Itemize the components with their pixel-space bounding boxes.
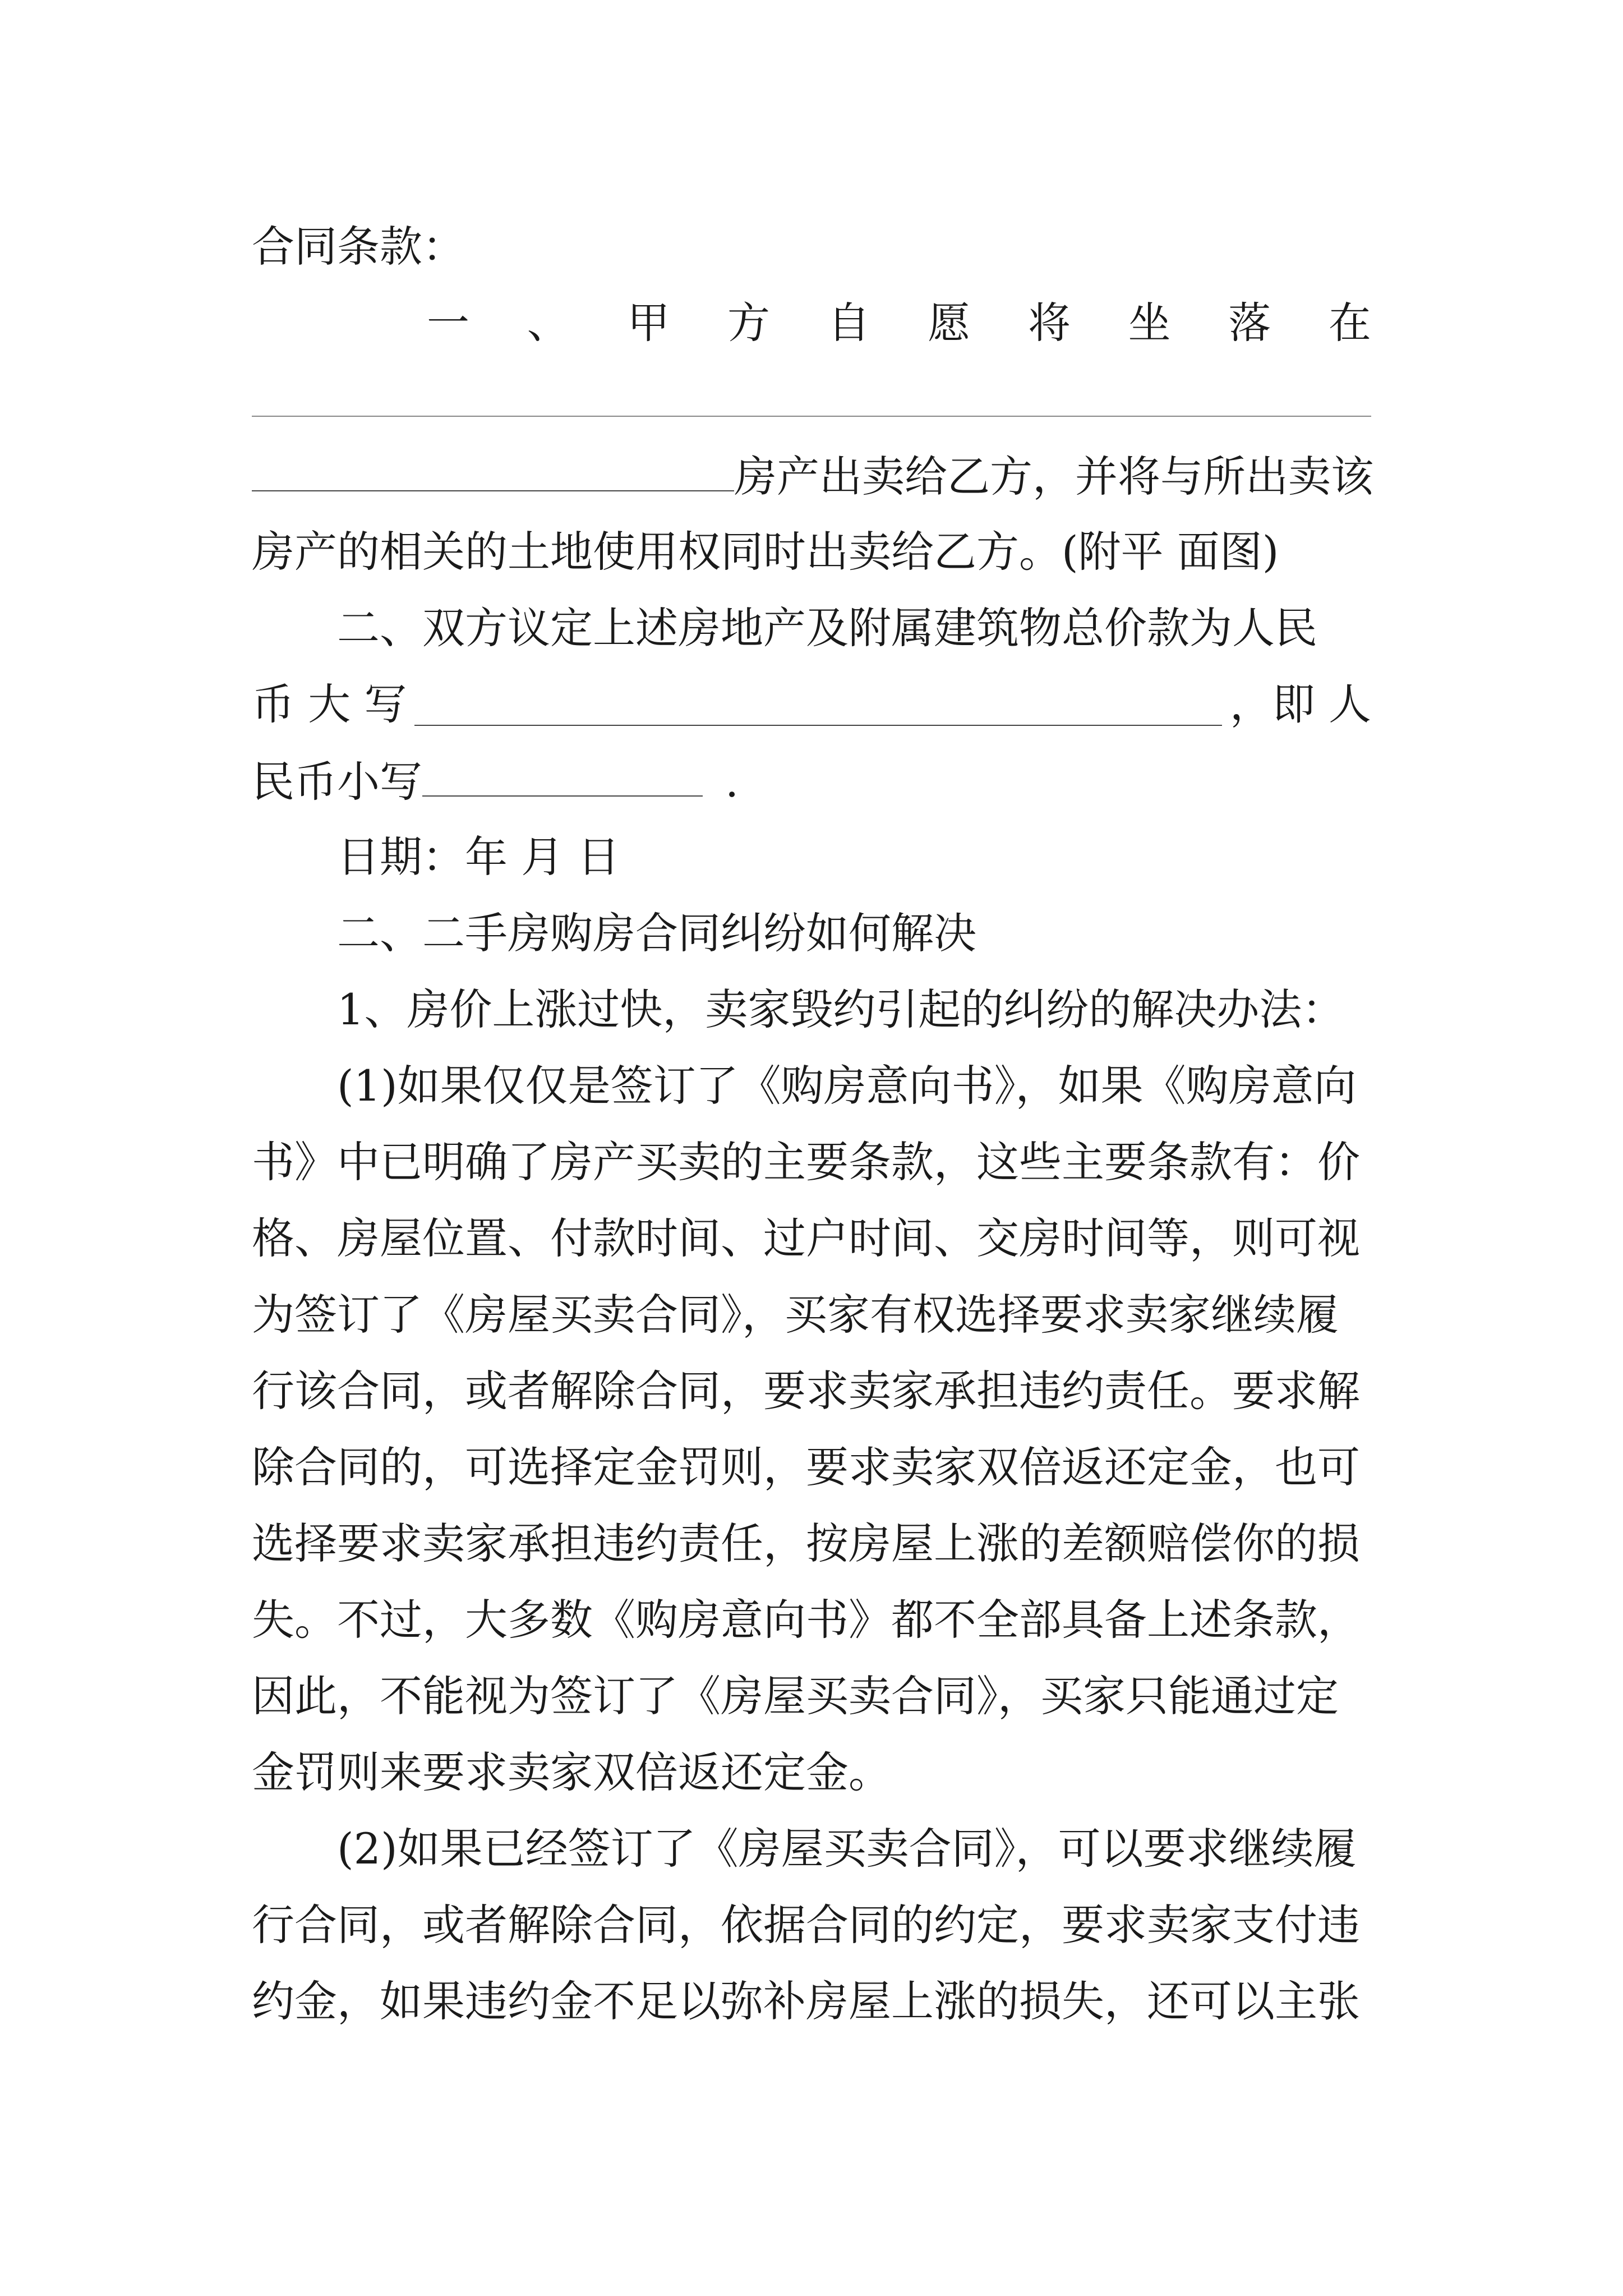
paragraph-1-line: (1)如果仅仅是签订了《购房意向书》，如果《购房意向: [337, 1061, 1357, 1111]
paragraph-2-line: 约金，如果违约金不足以弥补房屋上涨的损失，还可以主张: [252, 1976, 1360, 2026]
address-blank-rule: [252, 416, 1371, 417]
clause-2-line-3: 民币小写 .: [252, 757, 739, 807]
paragraph-1-line: 为签订了《房屋买卖合同》，买家有权选择要求卖家继续履: [252, 1290, 1339, 1340]
paragraph-1-line: 除合同的，可选择定金罚则，要求卖家双倍返还定金，也可: [252, 1442, 1360, 1492]
clause-1-line-4: 房产的相关的土地使用权同时出卖给乙方。(附平 面图): [252, 527, 1279, 577]
paragraph-2-line: 行合同，或者解除合同，依据合同的约定，要求卖家支付违: [252, 1900, 1360, 1950]
clause-2-line-1: 二、双方议定上述房地产及附属建筑物总价款为人民: [337, 603, 1317, 653]
paragraph-1-line: 书》中已明确了房产买卖的主要条款，这些主要条款有：价: [252, 1137, 1360, 1187]
item-1-title: 1、房价上涨过快，卖家毁约引起的纠纷的解决办法：: [337, 984, 1345, 1034]
paragraph-1-line: 金罚则来要求卖家双倍返还定金。: [252, 1747, 891, 1797]
paragraph-1-line: 因此，不能视为签订了《房屋买卖合同》，买家只能通过定: [252, 1671, 1339, 1721]
blank-line: [422, 760, 703, 797]
paragraph-1-line: 失。不过，大多数《购房意向书》都不全部具备上述条款，: [252, 1595, 1360, 1645]
clause-1-line-1: 一 、 甲 方 自 愿 将 坐 落 在: [427, 298, 1371, 348]
clause-2-line-2: 币 大 写 ，即 人: [252, 679, 1371, 729]
paragraph-2-line: (2)如果已经签订了《房屋买卖合同》，可以要求继续履: [337, 1824, 1357, 1874]
paragraph-1-line: 格、房屋位置、付款时间、过户时间、交房时间等，则可视: [252, 1213, 1360, 1263]
section-title: 二、二手房购房合同纠纷如何解决: [337, 908, 976, 958]
paragraph-1-line: 行该合同，或者解除合同，要求卖家承担违约责任。要求解: [252, 1366, 1360, 1416]
paragraph-1-line: 选择要求卖家承担违约责任，按房屋上涨的差额赔偿你的损: [252, 1519, 1360, 1568]
blank-line: [414, 689, 1222, 726]
date-line: 日期：年 月 日: [337, 832, 620, 882]
clause-1-line-3: 房产出卖给乙方，并将与所出卖该: [252, 454, 1371, 498]
blank-line: [252, 454, 734, 491]
contract-heading: 合同条款：: [252, 222, 465, 272]
